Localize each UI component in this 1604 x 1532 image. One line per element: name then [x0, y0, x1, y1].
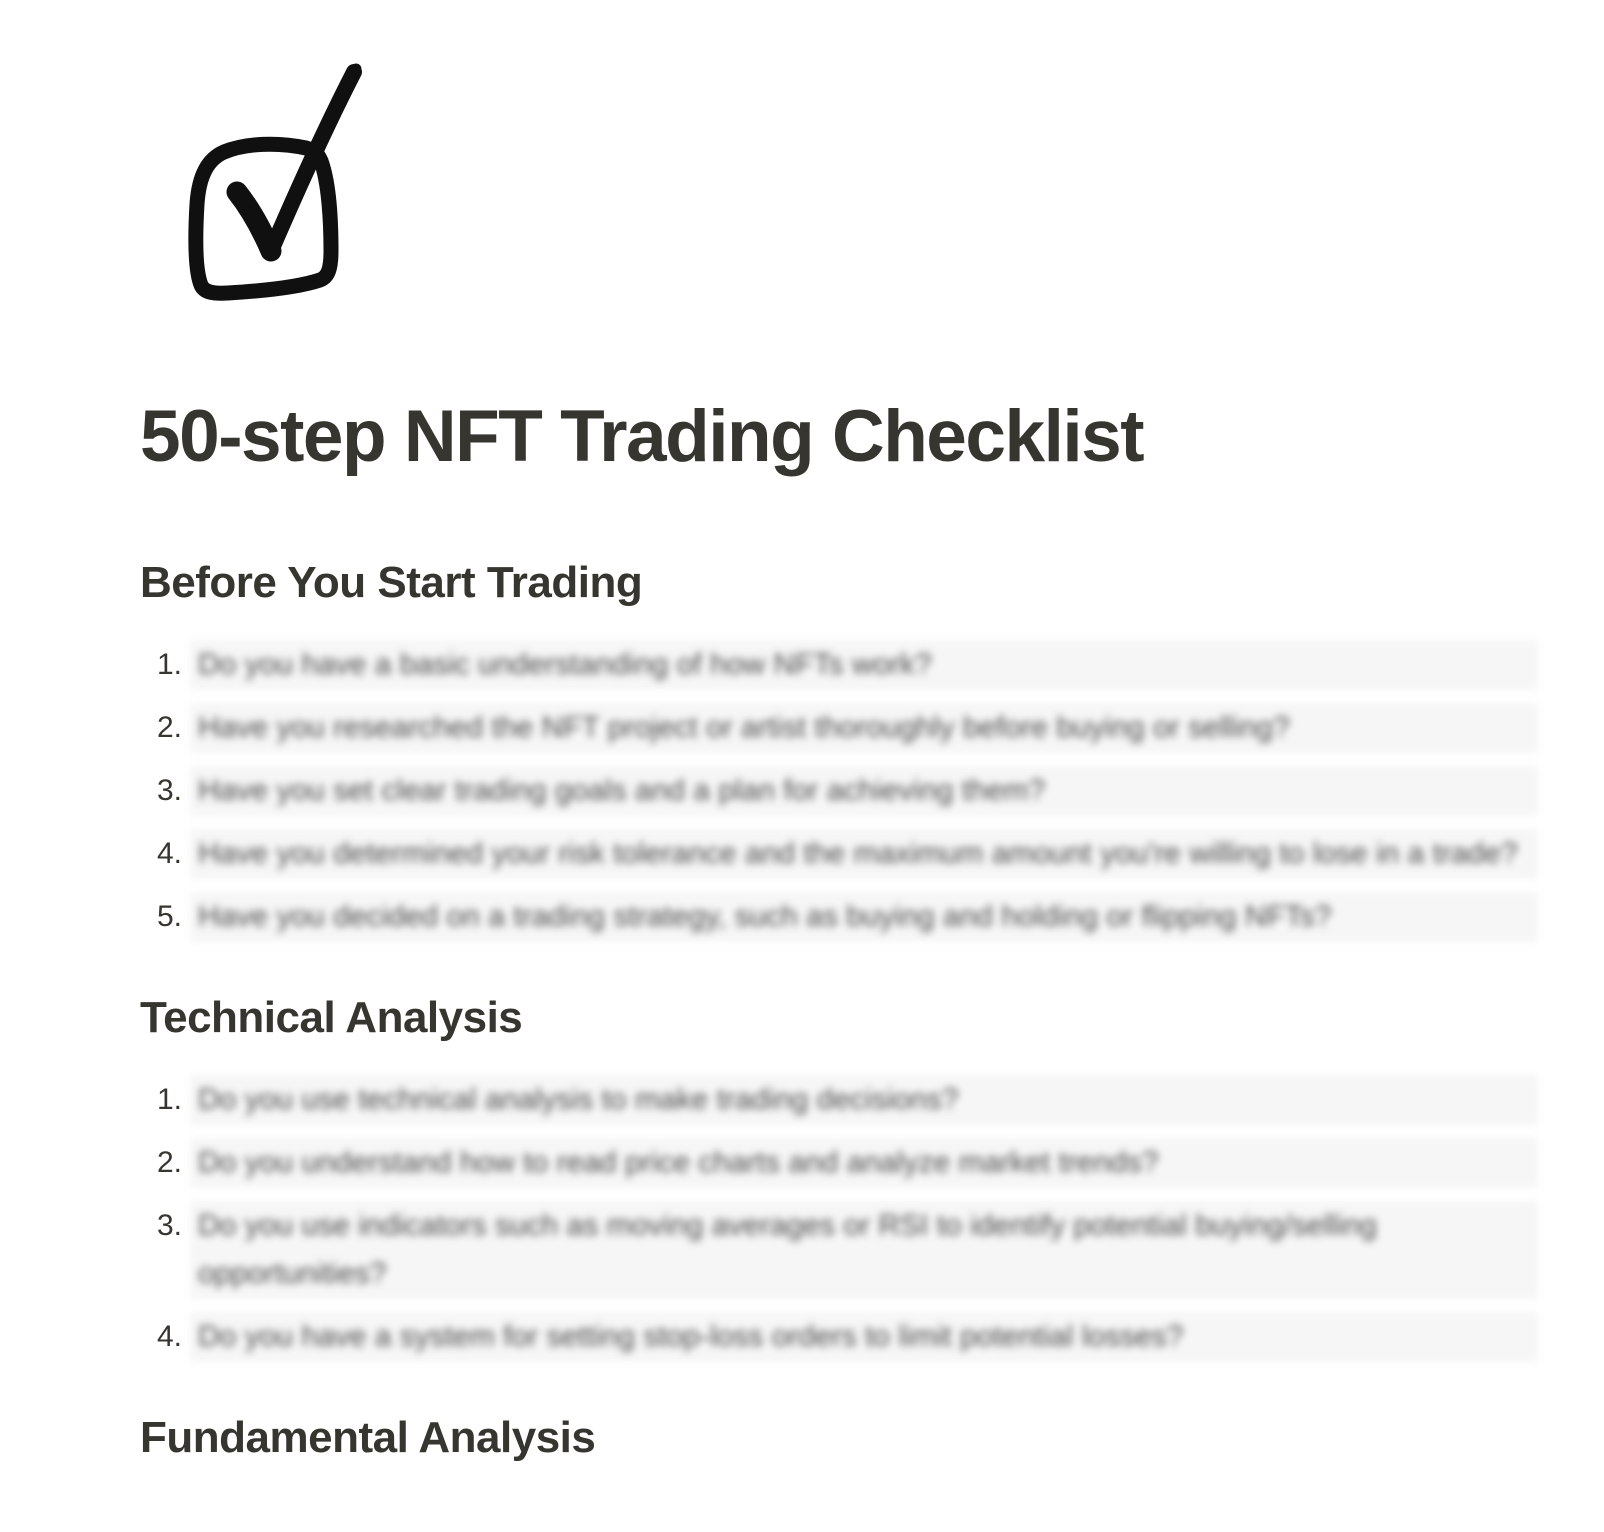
item-number: 3.: [156, 1209, 182, 1242]
item-text-redacted: Do you have a system for setting stop-loss orders to limit potential losses?: [190, 1312, 1538, 1362]
section-heading: Fundamental Analysis: [140, 1413, 596, 1462]
item-number: 4.: [156, 1320, 182, 1353]
item-number: 2.: [156, 1146, 182, 1179]
item-text-redacted: Have you decided on a trading strategy, such as buying and holding or flipping NFTs?: [190, 892, 1538, 942]
item-text-redacted: Have you researched the NFT project or artist thoroughly before buying or selling?: [190, 703, 1538, 753]
section-heading: Before You Start Trading: [140, 558, 643, 607]
item-text-redacted: Do you have a basic understanding of how NFTs work?: [190, 640, 1538, 690]
checklist-item: [140, 1138, 1538, 1188]
sections: [140, 555, 1538, 1465]
checklist-item: [140, 1312, 1538, 1362]
checked-checkbox-icon: [170, 42, 378, 304]
checklist-item: [140, 892, 1538, 942]
checklist-item: [140, 1075, 1538, 1125]
item-text-redacted: Do you understand how to read price charts and analyze market trends?: [190, 1138, 1538, 1188]
checklist-item: [140, 703, 1538, 753]
item-text-redacted: Have you determined your risk tolerance and the maximum amount you're willing to lose in a trade?: [190, 829, 1538, 879]
checklist: [140, 640, 1538, 942]
checklist: [140, 1075, 1538, 1362]
item-text-redacted: Have you set clear trading goals and a plan for achieving them?: [190, 766, 1538, 816]
checklist-item: [140, 766, 1538, 816]
item-number: 2.: [156, 711, 182, 744]
checked-checkbox-icon-svg: [170, 42, 378, 304]
item-number: 5.: [156, 900, 182, 933]
item-number: 1.: [156, 648, 182, 681]
item-text-redacted: Do you use indicators such as moving averages or RSI to identify potential buying/selling opportunities?: [190, 1201, 1538, 1299]
checklist-item: [140, 640, 1538, 690]
page-title: 50-step NFT Trading Checklist: [140, 396, 1144, 477]
item-text-redacted: Do you use technical analysis to make trading decisions?: [190, 1075, 1538, 1125]
item-number: 3.: [156, 774, 182, 807]
section-heading: Technical Analysis: [140, 993, 523, 1042]
item-number: 4.: [156, 837, 182, 870]
checklist-item: [140, 1201, 1538, 1299]
item-number: 1.: [156, 1083, 182, 1116]
checklist-item: [140, 829, 1538, 879]
